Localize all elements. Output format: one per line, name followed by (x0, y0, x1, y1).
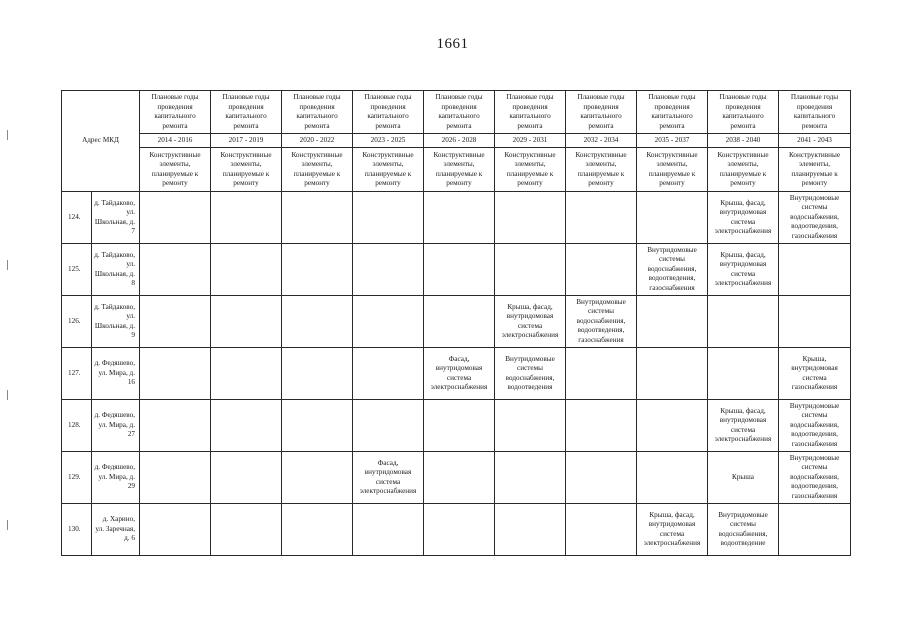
elements-header: Конструктивные элементы, планируемые к ремонту (566, 148, 637, 192)
repair-elements-cell (282, 452, 353, 504)
repair-elements-cell (211, 504, 282, 556)
page-number: 1661 (436, 36, 469, 52)
planned-years-header: Плановые годы проведения капитального ремонта (495, 91, 566, 134)
repair-elements-cell (140, 244, 211, 296)
repair-elements-cell (282, 400, 353, 452)
repair-elements-cell (637, 192, 708, 244)
repair-elements-cell (424, 192, 495, 244)
repair-elements-cell: Фасад, внутридомовая система электроснабжения (353, 452, 424, 504)
period-header: 2029 - 2031 (495, 134, 566, 148)
repair-elements-cell (779, 504, 851, 556)
header-row-elements (62, 148, 851, 192)
planned-years-header: Плановые годы проведения капитального ремонта (140, 91, 211, 134)
row-number: 130. (62, 504, 92, 556)
margin-mark (7, 520, 8, 530)
period-header: 2017 - 2019 (211, 134, 282, 148)
row-number: 128. (62, 400, 92, 452)
elements-header: Конструктивные элементы, планируемые к ремонту (353, 148, 424, 192)
building-address: д. Федяшево, ул. Мира, д. 29 (92, 452, 140, 504)
repair-elements-cell (140, 296, 211, 348)
repair-elements-cell (566, 348, 637, 400)
repair-elements-cell (495, 400, 566, 452)
repair-elements-cell (282, 244, 353, 296)
repair-elements-cell (708, 348, 779, 400)
building-address: д. Тайдаково, ул. Школьная, д. 7 (92, 192, 140, 244)
capital-repair-table (61, 90, 851, 556)
repair-elements-cell (140, 504, 211, 556)
repair-elements-cell (211, 452, 282, 504)
elements-header: Конструктивные элементы, планируемые к ремонту (495, 148, 566, 192)
period-header: 2035 - 2037 (637, 134, 708, 148)
row-number: 129. (62, 452, 92, 504)
row-number: 126. (62, 296, 92, 348)
repair-elements-cell (424, 504, 495, 556)
elements-header: Конструктивные элементы, планируемые к ремонту (637, 148, 708, 192)
period-header: 2014 - 2016 (140, 134, 211, 148)
repair-elements-cell (424, 400, 495, 452)
repair-elements-cell (566, 244, 637, 296)
repair-elements-cell: Внутридомовые системы водоснабжения, водоотведения, газоснабжения (637, 244, 708, 296)
row-number: 125. (62, 244, 92, 296)
period-header: 2041 - 2043 (779, 134, 851, 148)
building-address: д. Федяшево, ул. Мира, д. 16 (92, 348, 140, 400)
repair-elements-cell (282, 504, 353, 556)
repair-elements-cell (140, 348, 211, 400)
repair-elements-cell (708, 296, 779, 348)
repair-elements-cell (566, 452, 637, 504)
repair-elements-cell: Крыша (708, 452, 779, 504)
period-header: 2020 - 2022 (282, 134, 353, 148)
repair-elements-cell: Фасад, внутридомовая система электроснабжения (424, 348, 495, 400)
repair-elements-cell: Внутридомовые системы водоснабжения, водоотведения, газоснабжения (779, 192, 851, 244)
table-row (62, 296, 851, 348)
margin-mark (7, 390, 8, 400)
period-header: 2023 - 2025 (353, 134, 424, 148)
repair-elements-cell (282, 192, 353, 244)
planned-years-header: Плановые годы проведения капитального ремонта (779, 91, 851, 134)
repair-elements-cell (424, 452, 495, 504)
repair-elements-cell (566, 400, 637, 452)
address-column-header: Адрес МКД (62, 91, 140, 192)
repair-elements-cell (211, 348, 282, 400)
margin-mark (7, 260, 8, 270)
elements-header: Конструктивные элементы, планируемые к ремонту (779, 148, 851, 192)
building-address: д. Тайдаково, ул. Школьная, д. 9 (92, 296, 140, 348)
repair-elements-cell (140, 400, 211, 452)
margin-mark (7, 130, 8, 140)
repair-elements-cell (353, 244, 424, 296)
repair-elements-cell (211, 296, 282, 348)
repair-elements-cell (282, 348, 353, 400)
period-header: 2038 - 2040 (708, 134, 779, 148)
repair-elements-cell (566, 504, 637, 556)
repair-elements-cell (566, 192, 637, 244)
elements-header: Конструктивные элементы, планируемые к ремонту (282, 148, 353, 192)
building-address: д. Харино, ул. Заречная, д. 6 (92, 504, 140, 556)
repair-elements-cell (353, 192, 424, 244)
elements-header: Конструктивные элементы, планируемые к ремонту (140, 148, 211, 192)
elements-header: Конструктивные элементы, планируемые к ремонту (708, 148, 779, 192)
planned-years-header: Плановые годы проведения капитального ремонта (424, 91, 495, 134)
repair-elements-cell (211, 192, 282, 244)
elements-header: Конструктивные элементы, планируемые к ремонту (424, 148, 495, 192)
planned-years-header: Плановые годы проведения капитального ремонта (708, 91, 779, 134)
repair-elements-cell (779, 244, 851, 296)
repair-elements-cell: Крыша, внутридомовая система газоснабжения (779, 348, 851, 400)
repair-elements-cell (211, 244, 282, 296)
table-row (62, 504, 851, 556)
planned-years-header: Плановые годы проведения капитального ремонта (566, 91, 637, 134)
repair-elements-cell (353, 400, 424, 452)
planned-years-header: Плановые годы проведения капитального ремонта (353, 91, 424, 134)
repair-elements-cell: Внутридомовые системы водоснабжения, водоотведения, газоснабжения (566, 296, 637, 348)
repair-elements-cell: Крыша, фасад, внутридомовая система электроснабжения (495, 296, 566, 348)
table-row (62, 192, 851, 244)
header-row-periods (62, 134, 851, 148)
period-header: 2032 - 2034 (566, 134, 637, 148)
repair-elements-cell: Крыша, фасад, внутридомовая система электроснабжения (637, 504, 708, 556)
repair-elements-cell (495, 244, 566, 296)
repair-elements-cell (282, 296, 353, 348)
planned-years-header: Плановые годы проведения капитального ремонта (211, 91, 282, 134)
table-row (62, 244, 851, 296)
repair-elements-cell (637, 296, 708, 348)
repair-elements-cell: Внутридомовые системы водоснабжения, водоотведения, газоснабжения (779, 452, 851, 504)
table-body (62, 91, 851, 556)
repair-elements-cell (140, 452, 211, 504)
repair-elements-cell (424, 244, 495, 296)
repair-elements-cell (140, 192, 211, 244)
repair-elements-cell (779, 296, 851, 348)
row-number: 124. (62, 192, 92, 244)
repair-elements-cell (353, 348, 424, 400)
repair-elements-cell (353, 504, 424, 556)
planned-years-header: Плановые годы проведения капитального ремонта (637, 91, 708, 134)
repair-elements-cell (495, 192, 566, 244)
header-row-planned-years (62, 91, 851, 134)
repair-elements-cell: Крыша, фасад, внутридомовая система электроснабжения (708, 192, 779, 244)
repair-elements-cell (637, 452, 708, 504)
repair-elements-cell: Крыша, фасад, внутридомовая система электроснабжения (708, 244, 779, 296)
table-row (62, 400, 851, 452)
repair-elements-cell (495, 452, 566, 504)
row-number: 127. (62, 348, 92, 400)
repair-elements-cell: Внутридомовые системы водоснабжения, водоотведения (495, 348, 566, 400)
table-row (62, 348, 851, 400)
repair-elements-cell (495, 504, 566, 556)
planned-years-header: Плановые годы проведения капитального ремонта (282, 91, 353, 134)
building-address: д. Федяшево, ул. Мира, д. 27 (92, 400, 140, 452)
elements-header: Конструктивные элементы, планируемые к ремонту (211, 148, 282, 192)
repair-elements-cell (211, 400, 282, 452)
repair-elements-cell (424, 296, 495, 348)
period-header: 2026 - 2028 (424, 134, 495, 148)
repair-elements-cell: Внутридомовые системы водоснабжения, водоотведение (708, 504, 779, 556)
repair-elements-cell (637, 400, 708, 452)
repair-elements-cell (637, 348, 708, 400)
repair-elements-cell: Крыша, фасад, внутридомовая система электроснабжения (708, 400, 779, 452)
repair-elements-cell (353, 296, 424, 348)
building-address: д. Тайдаково, ул. Школьная, д. 8 (92, 244, 140, 296)
table-row (62, 452, 851, 504)
repair-elements-cell: Внутридомовые системы водоснабжения, водоотведения, газоснабжения (779, 400, 851, 452)
